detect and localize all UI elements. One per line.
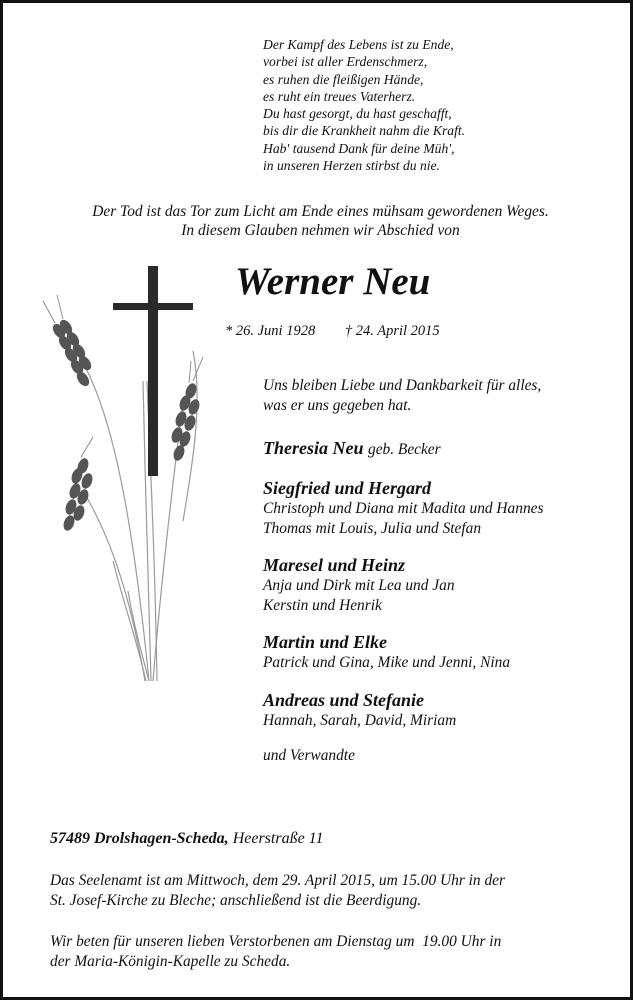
notice-line: der Maria-Königin-Kapelle zu Scheda. xyxy=(50,953,291,970)
requiem-notice xyxy=(50,871,610,911)
poem-line: vorbei ist aller Erdenschmerz, xyxy=(263,54,428,70)
poem-line: in unseren Herzen stirbst du nie. xyxy=(263,158,440,174)
notice-line: St. Josef-Kirche zu Bleche; anschließend ist die Beerdigung. xyxy=(50,892,422,909)
poem-line: Du hast gesorgt, du hast geschafft, xyxy=(263,106,452,122)
birth-date: * 26. Juni 1928 xyxy=(225,323,316,339)
notice-line: Wir beten für unseren lieben Verstorbenen am Dienstag um 19.00 Uhr in xyxy=(50,933,502,950)
spouse xyxy=(263,437,543,461)
notice-line: Das Seelenamt ist am Mittwoch, dem 29. April 2015, um 15.00 Uhr in der xyxy=(50,872,505,889)
prayer-notice xyxy=(50,932,610,972)
family-member: Hannah, Sarah, David, Miriam xyxy=(263,711,457,729)
family-member: Kerstin und Henrik xyxy=(263,596,382,614)
poem xyxy=(263,36,465,174)
intro-text xyxy=(3,203,635,240)
death-date: † 24. April 2015 xyxy=(344,323,440,339)
cross-with-wheat-icon xyxy=(33,261,233,691)
relatives-line: und Verwandte xyxy=(263,747,355,764)
poem-line: Der Kampf des Lebens ist zu Ende, xyxy=(263,37,454,52)
address xyxy=(50,830,323,848)
poem-line: bis dir die Krankheit nahm die Kraft. xyxy=(263,123,466,139)
life-dates xyxy=(225,323,440,340)
address-street: Heerstraße 11 xyxy=(232,830,324,847)
family-head: Martin und Elke xyxy=(263,632,388,652)
poem-line: es ruht ein treues Vaterherz. xyxy=(263,88,416,104)
family-head: Siegfried und Hergard xyxy=(263,478,432,498)
family-member: Christoph und Diana mit Madita und Hannes xyxy=(263,500,544,517)
mourners-list xyxy=(263,376,543,766)
intro-line: Der Tod ist das Tor zum Licht am Ende eines mühsam gewordenen Weges. xyxy=(92,203,549,220)
family-member: Anja und Dirk mit Lea und Jan xyxy=(263,577,455,594)
family-member: Patrick und Gina, Mike und Jenni, Nina xyxy=(263,654,511,671)
family-head: Andreas und Stefanie xyxy=(263,689,425,710)
gratitude-line: was er uns gegeben hat. xyxy=(263,396,412,414)
gratitude-line: Uns bleiben Liebe und Dankbarkeit für alles, xyxy=(263,377,542,394)
address-place: 57489 Drolshagen-Scheda, xyxy=(50,830,229,847)
poem-line: es ruhen die fleißigen Hände, xyxy=(263,71,424,87)
intro-line: In diesem Glauben nehmen wir Abschied von xyxy=(181,221,460,239)
family-member: Thomas mit Louis, Julia und Stefan xyxy=(263,519,482,537)
spouse-name: Theresia Neu xyxy=(263,438,364,458)
spouse-maiden-name: geb. Becker xyxy=(368,441,441,458)
poem-line: Hab' tausend Dank für deine Müh', xyxy=(263,140,455,156)
deceased-name: Werner Neu xyxy=(235,260,431,303)
family-head: Maresel und Heinz xyxy=(263,555,406,575)
